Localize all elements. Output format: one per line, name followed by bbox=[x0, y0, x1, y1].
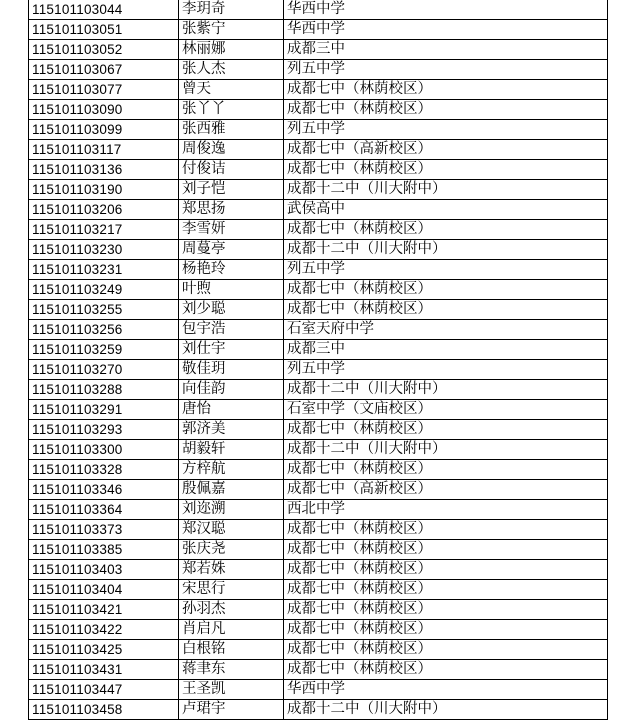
table-row bbox=[29, 60, 608, 80]
student-name-cell: 白根铭 bbox=[179, 640, 284, 660]
table-row bbox=[29, 460, 608, 480]
school-cell: 成都七中（高新校区） bbox=[284, 480, 608, 500]
table-row bbox=[29, 640, 608, 660]
exam-id-cell: 115101103259 bbox=[29, 340, 179, 360]
school-cell: 列五中学 bbox=[284, 60, 608, 80]
exam-id-cell: 115101103403 bbox=[29, 560, 179, 580]
student-name-cell: 张紫宁 bbox=[179, 20, 284, 40]
exam-id-cell: 115101103422 bbox=[29, 620, 179, 640]
exam-id-cell: 115101103090 bbox=[29, 100, 179, 120]
school-cell: 成都七中（林荫校区） bbox=[284, 660, 608, 680]
student-name-cell: 郑思扬 bbox=[179, 200, 284, 220]
exam-id-cell: 115101103217 bbox=[29, 220, 179, 240]
student-name-cell: 杨艳玲 bbox=[179, 260, 284, 280]
school-cell: 成都十二中（川大附中） bbox=[284, 180, 608, 200]
exam-id-cell: 115101103255 bbox=[29, 300, 179, 320]
table-row bbox=[29, 320, 608, 340]
table-row bbox=[29, 100, 608, 120]
school-cell: 成都七中（林荫校区） bbox=[284, 520, 608, 540]
table-row bbox=[29, 300, 608, 320]
table-row bbox=[29, 140, 608, 160]
table-row bbox=[29, 560, 608, 580]
school-cell: 成都七中（高新校区） bbox=[284, 140, 608, 160]
exam-id-cell: 115101103293 bbox=[29, 420, 179, 440]
exam-id-cell: 115101103230 bbox=[29, 240, 179, 260]
exam-id-cell: 115101103385 bbox=[29, 540, 179, 560]
table-row bbox=[29, 180, 608, 200]
school-cell: 成都七中（林荫校区） bbox=[284, 100, 608, 120]
school-cell: 成都七中（林荫校区） bbox=[284, 300, 608, 320]
student-name-cell: 张庆尧 bbox=[179, 540, 284, 560]
school-cell: 石室中学（文庙校区） bbox=[284, 400, 608, 420]
student-name-cell: 王圣凯 bbox=[179, 680, 284, 700]
table-row bbox=[29, 360, 608, 380]
school-cell: 成都七中（林荫校区） bbox=[284, 160, 608, 180]
student-name-cell: 李雪妍 bbox=[179, 220, 284, 240]
exam-id-cell: 115101103421 bbox=[29, 600, 179, 620]
student-name-cell: 敬佳玥 bbox=[179, 360, 284, 380]
student-name-cell: 周蔓亭 bbox=[179, 240, 284, 260]
exam-id-cell: 115101103373 bbox=[29, 520, 179, 540]
table-row bbox=[29, 120, 608, 140]
student-name-cell: 林丽娜 bbox=[179, 40, 284, 60]
student-name-cell: 向佳韵 bbox=[179, 380, 284, 400]
table-row bbox=[29, 80, 608, 100]
exam-id-cell: 115101103404 bbox=[29, 580, 179, 600]
table-row bbox=[29, 500, 608, 520]
student-name-cell: 李玥奇 bbox=[179, 0, 284, 20]
table-row bbox=[29, 400, 608, 420]
table-row bbox=[29, 520, 608, 540]
school-cell: 成都七中（林荫校区） bbox=[284, 220, 608, 240]
student-name-cell: 唐怡 bbox=[179, 400, 284, 420]
student-name-cell: 郭济美 bbox=[179, 420, 284, 440]
student-name-cell: 刘迩溯 bbox=[179, 500, 284, 520]
school-cell: 成都七中（林荫校区） bbox=[284, 80, 608, 100]
table-row bbox=[29, 440, 608, 460]
school-cell: 华西中学 bbox=[284, 20, 608, 40]
exam-id-cell: 115101103067 bbox=[29, 60, 179, 80]
school-cell: 武侯高中 bbox=[284, 200, 608, 220]
exam-id-cell: 115101103458 bbox=[29, 700, 179, 720]
student-name-cell: 蒋聿东 bbox=[179, 660, 284, 680]
table-row bbox=[29, 160, 608, 180]
student-name-cell: 郑汉聪 bbox=[179, 520, 284, 540]
school-cell: 成都七中（林荫校区） bbox=[284, 600, 608, 620]
table-row bbox=[29, 280, 608, 300]
school-cell: 成都三中 bbox=[284, 40, 608, 60]
student-name-cell: 方梓航 bbox=[179, 460, 284, 480]
table-row bbox=[29, 220, 608, 240]
exam-id-cell: 115101103270 bbox=[29, 360, 179, 380]
exam-id-cell: 115101103136 bbox=[29, 160, 179, 180]
exam-id-cell: 115101103291 bbox=[29, 400, 179, 420]
school-cell: 石室天府中学 bbox=[284, 320, 608, 340]
table-row bbox=[29, 680, 608, 700]
exam-id-cell: 115101103346 bbox=[29, 480, 179, 500]
school-cell: 华西中学 bbox=[284, 0, 608, 20]
table-row bbox=[29, 240, 608, 260]
school-cell: 列五中学 bbox=[284, 360, 608, 380]
student-name-cell: 曾天 bbox=[179, 80, 284, 100]
table-row bbox=[29, 420, 608, 440]
student-name-cell: 刘少聪 bbox=[179, 300, 284, 320]
table-body bbox=[29, 0, 608, 720]
school-cell: 列五中学 bbox=[284, 260, 608, 280]
school-cell: 华西中学 bbox=[284, 680, 608, 700]
student-name-cell: 周俊逸 bbox=[179, 140, 284, 160]
school-cell: 成都七中（林荫校区） bbox=[284, 640, 608, 660]
school-cell: 成都十二中（川大附中） bbox=[284, 380, 608, 400]
exam-id-cell: 115101103051 bbox=[29, 20, 179, 40]
table-row bbox=[29, 620, 608, 640]
student-name-cell: 张丫丫 bbox=[179, 100, 284, 120]
student-name-cell: 付俊诘 bbox=[179, 160, 284, 180]
school-cell: 成都七中（林荫校区） bbox=[284, 620, 608, 640]
table-row bbox=[29, 380, 608, 400]
student-name-cell: 胡毅轩 bbox=[179, 440, 284, 460]
school-cell: 成都十二中（川大附中） bbox=[284, 700, 608, 720]
student-name-cell: 叶煦 bbox=[179, 280, 284, 300]
table-row bbox=[29, 260, 608, 280]
exam-id-cell: 115101103256 bbox=[29, 320, 179, 340]
school-cell: 成都七中（林荫校区） bbox=[284, 280, 608, 300]
table-row bbox=[29, 0, 608, 20]
student-name-cell: 刘子恺 bbox=[179, 180, 284, 200]
table-row bbox=[29, 480, 608, 500]
exam-id-cell: 115101103099 bbox=[29, 120, 179, 140]
school-cell: 成都七中（林荫校区） bbox=[284, 580, 608, 600]
school-cell: 成都七中（林荫校区） bbox=[284, 420, 608, 440]
exam-id-cell: 115101103425 bbox=[29, 640, 179, 660]
exam-id-cell: 115101103249 bbox=[29, 280, 179, 300]
table-row bbox=[29, 700, 608, 720]
school-cell: 列五中学 bbox=[284, 120, 608, 140]
exam-id-cell: 115101103117 bbox=[29, 140, 179, 160]
student-name-cell: 卢珺宇 bbox=[179, 700, 284, 720]
table-row bbox=[29, 540, 608, 560]
school-cell: 西北中学 bbox=[284, 500, 608, 520]
exam-id-cell: 115101103328 bbox=[29, 460, 179, 480]
exam-id-cell: 115101103044 bbox=[29, 0, 179, 20]
student-name-cell: 殷佩嘉 bbox=[179, 480, 284, 500]
exam-id-cell: 115101103206 bbox=[29, 200, 179, 220]
school-cell: 成都七中（林荫校区） bbox=[284, 460, 608, 480]
exam-id-cell: 115101103190 bbox=[29, 180, 179, 200]
student-name-cell: 郑若姝 bbox=[179, 560, 284, 580]
exam-id-cell: 115101103364 bbox=[29, 500, 179, 520]
student-name-cell: 肖启凡 bbox=[179, 620, 284, 640]
exam-id-cell: 115101103288 bbox=[29, 380, 179, 400]
school-cell: 成都十二中（川大附中） bbox=[284, 440, 608, 460]
student-name-cell: 宋思行 bbox=[179, 580, 284, 600]
exam-id-cell: 115101103300 bbox=[29, 440, 179, 460]
exam-id-cell: 115101103231 bbox=[29, 260, 179, 280]
exam-id-cell: 115101103077 bbox=[29, 80, 179, 100]
table-row bbox=[29, 600, 608, 620]
table-row bbox=[29, 40, 608, 60]
exam-id-cell: 115101103052 bbox=[29, 40, 179, 60]
school-cell: 成都三中 bbox=[284, 340, 608, 360]
table-row bbox=[29, 580, 608, 600]
school-cell: 成都七中（林荫校区） bbox=[284, 540, 608, 560]
student-list-table bbox=[28, 0, 608, 720]
table-row bbox=[29, 200, 608, 220]
student-name-cell: 张人杰 bbox=[179, 60, 284, 80]
student-name-cell: 刘仕宇 bbox=[179, 340, 284, 360]
student-name-cell: 包宇浩 bbox=[179, 320, 284, 340]
exam-id-cell: 115101103431 bbox=[29, 660, 179, 680]
table-row bbox=[29, 20, 608, 40]
school-cell: 成都七中（林荫校区） bbox=[284, 560, 608, 580]
table-row bbox=[29, 340, 608, 360]
table-row bbox=[29, 660, 608, 680]
student-name-cell: 孙羽杰 bbox=[179, 600, 284, 620]
school-cell: 成都十二中（川大附中） bbox=[284, 240, 608, 260]
exam-id-cell: 115101103447 bbox=[29, 680, 179, 700]
student-name-cell: 张西雅 bbox=[179, 120, 284, 140]
